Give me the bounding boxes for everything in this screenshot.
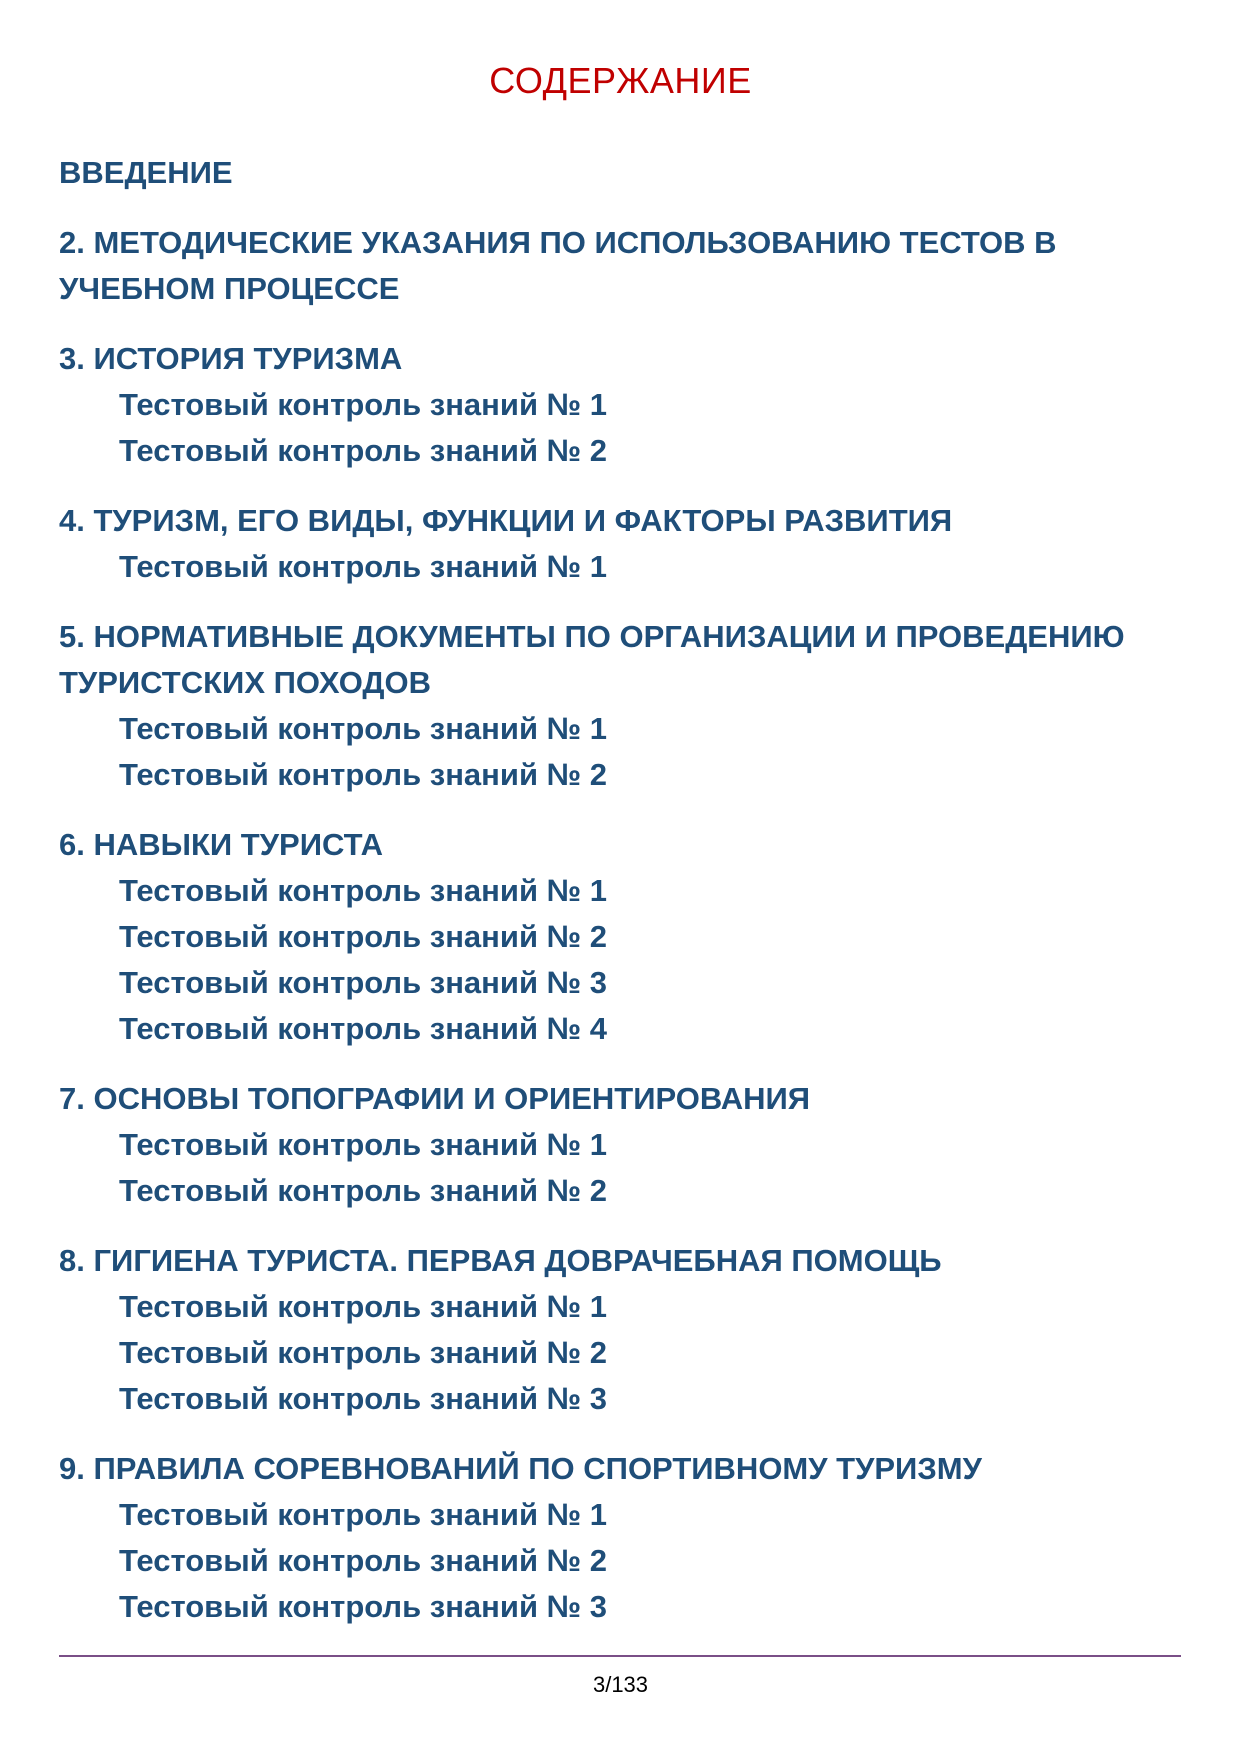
toc-section <box>59 822 1179 1052</box>
toc-section <box>59 498 1179 590</box>
toc-subitem[interactable]: Тестовый контроль знаний № 2 <box>119 1173 608 1208</box>
toc-subitem[interactable]: Тестовый контроль знаний № 2 <box>119 433 608 468</box>
toc-subitem[interactable]: Тестовый контроль знаний № 1 <box>119 1127 608 1162</box>
toc-section-heading[interactable]: 4. ТУРИЗМ, ЕГО ВИДЫ, ФУНКЦИИ И ФАКТОРЫ РАЗВИТИЯ <box>59 503 953 538</box>
toc-subitem[interactable]: Тестовый контроль знаний № 1 <box>119 549 608 584</box>
footer-divider <box>59 1655 1181 1657</box>
toc-section-heading[interactable]: 8. ГИГИЕНА ТУРИСТА. ПЕРВАЯ ДОВРАЧЕБНАЯ ПОМОЩЬ <box>59 1243 942 1278</box>
toc-section <box>59 1076 1179 1214</box>
toc-section <box>59 220 1179 312</box>
toc-section <box>59 336 1179 474</box>
toc-subitem[interactable]: Тестовый контроль знаний № 2 <box>119 1335 608 1370</box>
toc-section <box>59 1238 1179 1422</box>
page-title: СОДЕРЖАНИЕ <box>489 60 752 101</box>
toc-section <box>59 614 1179 798</box>
toc-subitem[interactable]: Тестовый контроль знаний № 4 <box>119 1011 608 1046</box>
toc-subitem[interactable]: Тестовый контроль знаний № 3 <box>119 1589 608 1624</box>
toc-section-heading[interactable]: 5. НОРМАТИВНЫЕ ДОКУМЕНТЫ ПО ОРГАНИЗАЦИИ И ПРОВЕДЕНИЮ ТУРИСТСКИХ ПОХОДОВ <box>59 619 1125 700</box>
toc-section-heading[interactable]: 7. ОСНОВЫ ТОПОГРАФИИ И ОРИЕНТИРОВАНИЯ <box>59 1081 811 1116</box>
toc-subitem[interactable]: Тестовый контроль знаний № 1 <box>119 711 608 746</box>
toc-section-heading[interactable]: 6. НАВЫКИ ТУРИСТА <box>59 827 383 862</box>
toc-section-heading[interactable]: ВВЕДЕНИЕ <box>59 155 233 190</box>
toc-subitem[interactable]: Тестовый контроль знаний № 1 <box>119 873 608 908</box>
toc-subitem[interactable]: Тестовый контроль знаний № 2 <box>119 919 608 954</box>
toc-subitem[interactable]: Тестовый контроль знаний № 1 <box>119 1497 608 1532</box>
toc-section-heading[interactable]: 9. ПРАВИЛА СОРЕВНОВАНИЙ ПО СПОРТИВНОМУ ТУРИЗМУ <box>59 1451 982 1486</box>
toc-section-heading[interactable]: 3. ИСТОРИЯ ТУРИЗМА <box>59 341 403 376</box>
toc-subitem[interactable]: Тестовый контроль знаний № 3 <box>119 965 608 1000</box>
toc-subitem[interactable]: Тестовый контроль знаний № 2 <box>119 1543 608 1578</box>
table-of-contents <box>59 150 1179 1654</box>
toc-subitem[interactable]: Тестовый контроль знаний № 1 <box>119 387 608 422</box>
toc-subitem[interactable]: Тестовый контроль знаний № 1 <box>119 1289 608 1324</box>
toc-subitem[interactable]: Тестовый контроль знаний № 2 <box>119 757 608 792</box>
toc-subitem[interactable]: Тестовый контроль знаний № 3 <box>119 1381 608 1416</box>
toc-section <box>59 150 1179 196</box>
toc-section <box>59 1446 1179 1630</box>
page-number: 3/133 <box>592 1672 649 1697</box>
toc-section-heading[interactable]: 2. МЕТОДИЧЕСКИЕ УКАЗАНИЯ ПО ИСПОЛЬЗОВАНИЮ ТЕСТОВ В УЧЕБНОМ ПРОЦЕССЕ <box>59 225 1057 306</box>
